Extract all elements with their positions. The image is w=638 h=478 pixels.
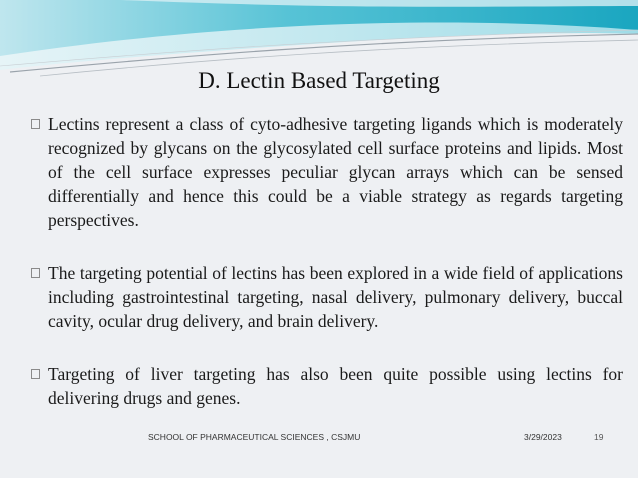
bullet-item: [31, 362, 623, 410]
footer-page-number: 19: [594, 432, 604, 442]
footer-date: 3/29/2023: [524, 432, 562, 442]
bullet-list: [31, 112, 623, 410]
bullet-item: [31, 112, 623, 232]
bullet-item: [31, 261, 623, 333]
bullet-text: Lectins represent a class of cyto-adhesive targeting ligands which is moderately recognized by glycans on the glycosylated cell surface proteins and lipids. Most of the cell surface expresses peculiar glycan arrays which can be sensed differentially and hence this could be a viable strategy as regards targeting perspectives.: [48, 114, 623, 230]
bullet-box-icon: [31, 268, 40, 278]
footer-school: SCHOOL OF PHARMACEUTICAL SCIENCES , CSJMU: [148, 432, 361, 442]
slide-title: D. Lectin Based Targeting: [198, 68, 440, 93]
bullet-text: The targeting potential of lectins has been explored in a wide field of applications including gastrointestinal targeting, nasal delivery, pulmonary delivery, buccal cavity, ocular drug delivery, and brain delivery.: [48, 263, 623, 331]
bullet-text: Targeting of liver targeting has also been quite possible using lectins for delivering drugs and genes.: [48, 364, 623, 408]
bullet-box-icon: [31, 119, 40, 129]
bullet-box-icon: [31, 369, 40, 379]
